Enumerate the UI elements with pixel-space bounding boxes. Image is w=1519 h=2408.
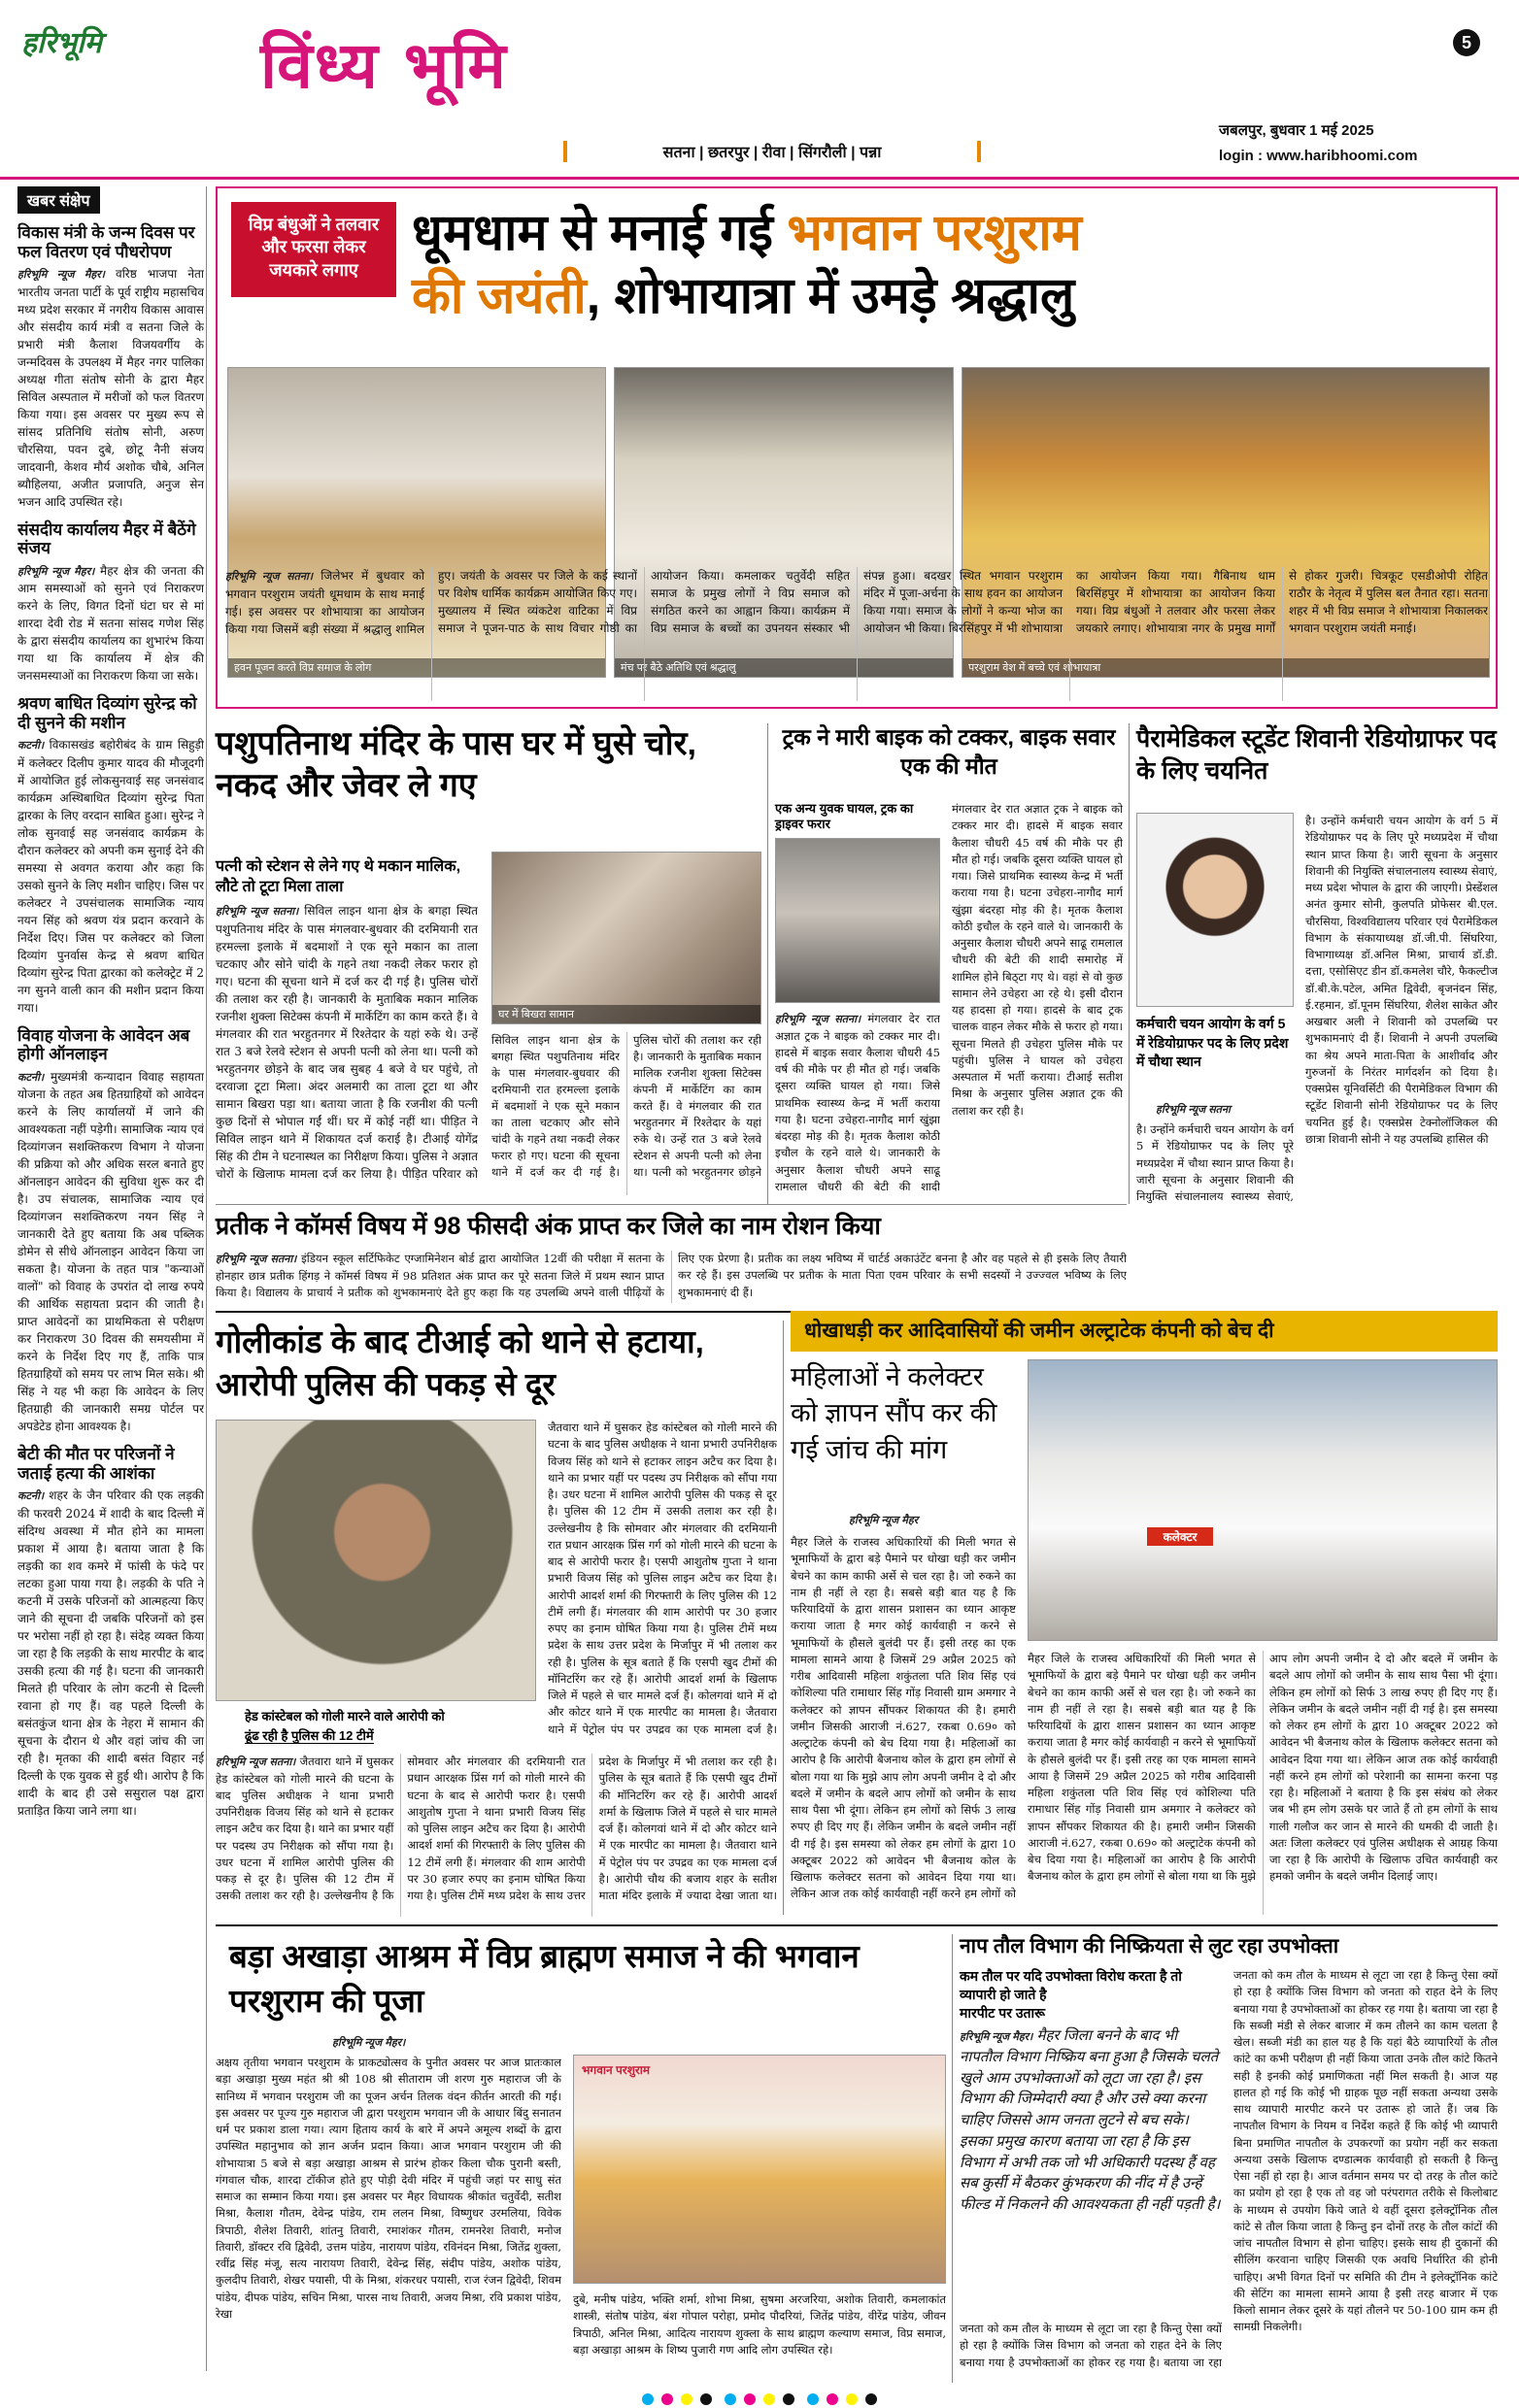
firing-caption: हेड कांस्टेबल को गोली मारने वाले आरोपी को ढूंढ रही है पुलिस की 12 टीमें [245,1709,445,1743]
firing-headline: गोलीकांड के बाद टीआई को थाने से हटाया, आरोपी पुलिस की पकड़ से दूर [216,1323,704,1402]
theft-subhead: पत्नी को स्टेशन से लेने गए थे मकान मालिक, लौटे तो टूटा मिला ताला [216,858,461,895]
brief-body: मुख्यमंत्री कन्यादान विवाह सहायता योजना के तहत अब हितग्राहियों को आवेदन करने के लिए कार्यालयों में जाने की आवश्यकता नहीं पड़ेगी। सामाजिक न्याय एवं दिव्यांगजन सशक्तिकरण विभाग ने योजना की प्रक्रिया को और अधिक सरल बनाते हुए ऑनलाइन आवेदन की सुविधा शुरू कर दी है। उप संचालक, सामाजिक न्याय एवं दिव्यांगजन सशक्तिकरण नयन सिंह ने जानकारी देते हुए बताया कि अब पब्लिक डोमेन से सीधे ऑनलाइन आवेदन किया जा सकता है। योजना के तहत पात्र "कन्याओं वालों" को विवाह के उपरांत दो लाख रुपये की आर्थिक सहायता प्रदान की जाती है। प्राप्त आवेदनों का प्राथमिकता से परीक्षण कर निराकरण 30 दिवस की समयसीमा में करने के निर्देश दिए गए हैं, ताकि पात्र हितग्राहियों को समय पर लाभ मिल सके। श्री सिंह ने यह भी कहा कि आवेदन के लिए हितग्राही की जानकारी समग्र पोर्टल पर अपडेटेड होना आवश्यक है। [17,1069,204,1434]
sidebar-label: खबर संक्षेप [17,186,100,214]
theft-body-cont: सिविल लाइन थाना क्षेत्र के बगहा स्थित पशुपतिनाथ मंदिर के पास मंगलवार-बुधवार की दरमियानी रात हरमल्ला इलाके में बदमाशों ने एक सूने मकान का ताला चटकाए और सोने चांदी के गहने तथा नकदी लेकर फरार हो गए। घटना की सूचना थाने में दर्ज कर दी गई है। पुलिस चोरों की तलाश कर रही है। जानकारी के मुताबिक मकान मालिक रजनीश शुक्ला सिटेक्स कंपनी में मार्केटिंग का काम करते हैं। वे मंगलवार की रात भरहुतनगर में रिश्तेदार के यहां रुके थे। उन्हें रात 3 बजे रेलवे स्टेशन से अपनी पत्नी को लेना था। पत्नी को भरहुतनगर छोड़ने [491,1033,761,1180]
akhada-banner-text: भगवान परशुराम [582,2063,651,2077]
photo-caption: मंच पर बैठे अतिथि एवं श्रद्धालु [615,658,953,677]
brief-headline: श्रवण बाधित दिव्यांग सुरेन्द्र को दी सुनने की मशीन [17,694,197,732]
commerce-body: हरिभूमि न्यूज सतना। इंडियन स्कूल सर्टिफिकेट एग्जामिनेशन बोर्ड द्वारा आयोजित 12वीं की परीक्षा में सतना के होनहार छात्र प्रतीक हिंगड़ ने कॉमर्स विषय में 98 प्रतिशत अंक प्राप्त कर पूरे सतना जिले में प्रथम स्थान प्राप्त किया है। विद्यालय के प्राचार्य ने प्रतीक को शुभकामनाएं देते हुए कहा कि यह उपलब्धि अपने वाली पीढ़ियों के लिए एक प्रेरणा है। प्रतीक का लक्ष्य भविष्य में चार्टर्ड अकाउंटेंट बनना है और वह पहले से ही इसके लिए तैयारी कर रहे हैं। इस उपलब्धि पर प्रतीक के माता पिता एवम परिवार के सभी सदस्यों ने उज्ज्वल भविष्य के लिए शुभकामनाएं दी हैं। [216,1252,1127,1299]
brief-headline: संसदीय कार्यालय मैहर में बैठेंगे संजय [17,519,196,558]
paramedical-headline: पैरामेडिकल स्टूडेंट शिवानी रेडियोग्राफर पद के लिए चयनित [1136,725,1497,785]
brief-item: बेटी की मौत पर परिजनों ने जताई हत्या की आशंका कटनी। शहर के जैन परिवार की एक लड़की की फरवरी 2024 में शादी के बाद दिल्ली में संदिग्ध अवस्था में मौत होने का मामला प्रकाश में आया है। बताया जाता है कि लड़की का शव कमरे में फांसी के फंदे पर लटका हुआ पाया गया है। लड़की के पति ने कटनी में उसके परिजनों को आत्महत्या किए जाने की सूचना दी जबकि परिजनों को इस पर भरोसा नहीं हो रहा है। संदेह व्यक्त किया जा रहा है कि लड़की के साथ मारपीट के बाद उसकी हत्या की गई है। घटना की जानकारी मिलते ही परिवार के लोग कटनी से दिल्ली रवाना हो गए हैं। वह पहले दिल्ली के बसंतकुंज थाना क्षेत्र के नेहरा में सामान की सूचना के दौरान थे और वहां जांच की जा रही है। मृतका की शादी बसंत विहार नई दिल्ली के एक युवक से हुई थी। आरोप है कि शादी के बाद ही उसे ससुराल पक्ष द्वारा प्रताड़ित किया जाने लगा था। [17,1445,204,1818]
land-body-left: मैहर जिले के राजस्व अधिकारियों की मिली भगत से भूमाफियों के द्वारा बड़े पैमाने पर धोखा धड़ी कर जमीन बेचने का काम काफी अर्से से चल रहा है। जो रुकने का नाम ही नहीं ले रहा है। सबसे बड़ी बात यह है कि फरियादियों के द्वारा शासन प्रशासन का ध्यान आकृष्ट कराया जाता है मगर कोई कार्यवाही न करने से भूमाफियों के हौसले बुलंदी पर हैं। इसी तरह का एक मामला सामने आया है जिसमें 29 अप्रैल 2025 को गरीब आदिवासी महिला शकुंतला पति शिव सिंह एवं कोशिल्या पति रामाधार सिंह गोंड़ निवासी ग्राम अमगार ने कलेक्टर को ज्ञापन सौंपकर शिकायत की है। हमारी जमीन जिसकी आराजी नं.627, रकबा 0.69० को अल्ट्राटेक कंपनी को बेच दिया गया है। महिलाओं का आरोप है कि आरोपी बैजनाथ कोल के द्वारा हम लोगों से बोला गया था कि मुझे आप लोग अपनी जमीन दे दो और बदले में जमीन के बदले आप लोगों को जमीन के साथ साथ पैसा भी दूंगा। लेकिन हम लोगों को सिर्फ 3 लाख रुपए ही दिए गए हैं। लेकिन जमीन के बदले जमीन नहीं दी गई है। इस समस्या को लेकर हम लोगों के द्वारा 10 अक्टूबर 2022 को आवेदन भी बैजनाथ कोल के खिलाफ कलेक्टर सतना को आवेदन दिया गया था। लेकिन आज तक कोई कार्यवाही नहीं करने हम लोगों को [791,1535,1016,1901]
photo-caption: परशुराम वेश में बच्चे एवं शोभायात्रा [962,658,1489,677]
brief-item: संसदीय कार्यालय मैहर में बैठेंगे संजय हरिभूमि न्यूज मैहर। मैहर क्षेत्र की जनता की आम समस्याओं को सुनने एवं निराकरण करने के लिए, विगत दिनों घंटा घर से मां शारदा देवी रोड में सतना सांसद गणेश सिंह के द्वारा संसदीय कार्यालय का शुभारंभ किया गया था कि कार्यालय में क्षेत्र की जनसमस्याओं का निराकरण किया जा सके। [17,519,204,684]
page-title: विंध्य भूमि [260,28,508,103]
brief-headline: विकास मंत्री के जन्म दिवस पर फल वितरण एवं पौधरोपण [17,223,195,261]
region-singrauli: सिंगरौली [797,145,847,161]
paramedical-caption: कर्मचारी चयन आयोग के वर्ग 5 में रेडियोग्राफर पद के लिए प्रदेश में चौथा स्थान [1136,1016,1289,1070]
collector-plate: कलेक्टर [1147,1527,1213,1546]
weights-body-left: जनता को कम तौल के माध्यम से लूटा जा रहा है किन्तु ऐसा क्यों हो रहा है क्योंकि जिस विभाग को जनता को राहत देने के लिए बनाया गया है उपभोक्ताओं का होकर रह गया है। बताया जा रहा [960,2322,1222,2369]
region-panna: पन्ना [860,145,882,161]
firing-body-right: जैतवारा थाने में घुसकर हेड कांस्टेबल को गोली मारने की घटना के बाद पुलिस अधीक्षक ने थाना प्रभारी उपनिरीक्षक विजय सिंह को थाने से हटाकर लाइन अटैच कर दिया है। थाने का प्रभार यहीं पर पदस्थ उप निरीक्षक को सौंपा गया है। उधर घटना में शामिल आरोपी पुलिस की पकड़ से दूर है। पुलिस की 12 टीम में उसकी तलाश कर रही है। उल्लेखनीय है कि सोमवार और मंगलवार की दरमियानी रात प्रधान आरक्षक प्रिंस गर्ग को गोली मारने की घटना के बाद से आरोपी फरार है। एसपी आशुतोष गुप्ता ने थाना प्रभारी विजय सिंह को पुलिस लाइन अटैच कर दिया है। आरोपी आदर्श शर्मा की गिरफ्तारी के लिए पुलिस की 12 टीमें लगी हैं। मंगलवार की शाम आरोपी पर 30 हजार रुपए का इनाम घोषित किया गया है। पुलिस टीमें मध्य प्रदेश के साथ उत्तर प्रदेश के मिर्जापुर में भी तलाश कर रही है। पुलिस के सूत्र बताते हैं कि एसपी खुद टीमों की मॉनिटरिंग कर रहे हैं। आरोपी आदर्श शर्मा के खिलाफ जिले में पहले से चार मामले दर्ज हैं। कोलगवां थाने में दो और कोटर थाने में एक मारपीट का मामला है। जैतवारा थाने में पेट्रोल पंप पर उपद्रव का एक मामला दर्ज है। [548,1421,777,1736]
lead-body-text: हरिभूमि न्यूज सतना। जिलेभर में बुधवार को भगवान परशुराम जयंती धूमधाम के साथ मनाई गई। इस अवसर पर शोभायात्रा का आयोजन किया गया जिसमें बड़ी संख्या में श्रद्धालु शामिल हुए। जयंती के अवसर पर जिले के कई स्थानों पर विशेष धार्मिक कार्यक्रम आयोजित किए गए। मुख्यालय में स्थित व्यंकटेश वाटिका में विप्र समाज ने पूजन-पाठ के साथ विचार गोष्ठी का आयोजन किया। कमलाकर चतुर्वेदी सहित समाज के प्रमुख लोगों ने विप्र समाज को संगठित करने का आह्वान किया। कार्यक्रम में विप्र समाज के बच्चों का उपनयन संस्कार भी संपन्न हुआ। बदखर स्थित भगवान परशुराम मंदिर में पूजा-अर्चना के साथ हवन का आयोजन किया गया। समाज के लोगों ने कन्या भोज का आयोजन भी किया। बिरसिंहपुर में भी शोभायात्रा का आयोजन किया गया। गैबिनाथ धाम बिरसिंहपुर में शोभायात्रा का आयोजन किया गया। विप्र बंधुओं ने तलवार और फरसा लेकर जयकारे लगाए। शोभायात्रा नगर के प्रमुख मार्गों से होकर गुजरी। चित्रकूट एसडीओपी रोहित राठौर के नेतृत्व में पुलिस बल तैनात रहा। सतना शहर में भी विप्र समाज ने शोभायात्रा निकालकर भगवान परशुराम जयंती मनाई। [225,569,1488,636]
theft-body: हरिभूमि न्यूज सतना। सिविल लाइन थाना क्षेत्र के बगहा स्थित पशुपतिनाथ मंदिर के पास मंगलवार-बुधवार की दरमियानी रात हरमल्ला इलाके में बदमाशों ने एक सूने मकान का ताला चटकाए और सोने चांदी के गहने तथा नकदी लेकर फरार हो गए। घटना की सूचना थाने में दर्ज कर दी गई है। पुलिस चोरों की तलाश कर रही है। जानकारी के मुताबिक मकान मालिक रजनीश शुक्ला सिटेक्स कंपनी में मार्केटिंग का काम करते हैं। वे मंगलवार की रात भरहुतनगर में रिश्तेदार के यहां रुके थे। उन्हें रात 3 बजे रेलवे स्टेशन से अपनी पत्नी को लेना था। पत्नी को भरहुतनगर छोड़ने के बाद जब सुबह 4 बजे वे घर पहुंचे, तो दरवाजा टूटा मिला। अंदर अलमारी का ताला टूटा था और सामान बिखरा पड़ा था। बताया जाता है कि रजनीश की पत्नी कुछ दिनों से भोपाल गईं थीं। घर में कोई नहीं था। पीड़ित ने सिविल लाइन थाने में शिकायत दर्ज कराई है। टीआई योगेंद्र सिंह की टीम ने घटनास्थल का निरीक्षण किया। पुलिस ने अज्ञात चोरों के खिलाफ मामला दर्ज कर लिया है। पीड़ित परिवार को [216,904,478,1181]
firing-body-bottom: हरिभूमि न्यूज सतना। जैतवारा थाने में घुसकर हेड कांस्टेबल को गोली मारने की घटना के बाद पुलिस अधीक्षक ने थाना प्रभारी उपनिरीक्षक विजय सिंह को थाने से हटाकर लाइन अटैच कर दिया है। थाने का प्रभार यहीं पर पदस्थ उप निरीक्षक को सौंपा गया है। उधर घटना में शामिल आरोपी पुलिस की पकड़ से दूर है। पुलिस की 12 टीम में उसकी तलाश कर रही है। उल्लेखनीय है कि सोमवार और मंगलवार की दरमियानी रात प्रधान आरक्षक प्रिंस गर्ग को गोली मारने की घटना के बाद से आरोपी फरार है। एसपी आशुतोष गुप्ता ने थाना प्रभारी विजय सिंह को पुलिस लाइन अटैच कर दिया है। आरोपी आदर्श शर्मा की गिरफ्तारी के लिए पुलिस की 12 टीमें लगी हैं। मंगलवार की शाम आरोपी पर 30 हजार रुपए का इनाम घोषित किया गया है। पुलिस टीमें मध्य प्रदेश के साथ उत्तर प्रदेश के मिर्जापुर में भी तलाश कर रही है। पुलिस के सूत्र बताते हैं कि एसपी खुद टीमों की मॉनिटरिंग कर रहे हैं। आरोपी आदर्श शर्मा के खिलाफ जिले में पहले से चार मामले दर्ज हैं। कोलगवां थाने में दो और कोटर थाने में एक मारपीट का मामला है। जैतवारा थाने में पेट्रोल पंप पर उपद्रव का एक मामला दर्ज है। आरोपी चौथ की बजाय शहर के सतीश माता मंदिर इलाके में ज्यादा देखा जाता था। [216,1755,777,1903]
commerce-headline: प्रतीक ने कॉमर्स विषय में 98 फीसदी अंक प्राप्त कर जिले का नाम रोशन किया [216,1213,881,1240]
brief-item: विवाह योजना के आवेदन अब होगी ऑनलाइन कटनी। मुख्यमंत्री कन्यादान विवाह सहायता योजना के तहत अब हितग्राहियों को आवेदन करने के लिए कार्यालयों में जाने की आवश्यकता नहीं पड़ेगी। सामाजिक न्याय एवं दिव्यांगजन सशक्तिकरण विभाग ने योजना की प्रक्रिया को और अधिक सरल बनाते हुए ऑनलाइन आवेदन की सुविधा शुरू कर दी है। उप संचालक, सामाजिक न्याय एवं दिव्यांगजन सशक्तिकरण नयन सिंह ने जानकारी देते हुए बताया कि अब पब्लिक डोमेन से सीधे ऑनलाइन आवेदन किया जा सकता है। योजना के तहत पात्र "कन्याओं वालों" को विवाह के उपरांत दो लाख रुपये की आर्थिक सहायता प्रदान की जाती है। प्राप्त आवेदनों का प्राथमिकता से परीक्षण कर निराकरण 30 दिवस की समयसीमा में करने के निर्देश दिए गए हैं, ताकि पात्र हितग्राहियों को समय पर लाभ मिल सके। श्री सिंह ने यह भी कहा कि आवेदन के लिए हितग्राही की जानकारी समग्र पोर्टल पर अपडेटेड होना आवश्यक है। [17,1025,204,1434]
photo-caption: हवन पूजन करते विप्र समाज के लोग [228,658,605,677]
weights-body-right: जनता को कम तौल के माध्यम से लूटा जा रहा है किन्तु ऐसा क्यों हो रहा है क्योंकि जिस विभाग को जनता को राहत देने के लिए बनाया गया है उपभोक्ताओं का होकर रह गया है। बताया जा रहा है कि सब्जी मंडी से लेकर बाजार में कम तौलने का काम चलता है खेल। सब्जी मंडी का हाल यह है कि यहां बैठे व्यापारियों के तौल कांटे का कभी परीक्षण ही नहीं किया जाता उनके तौल कांटे कितने सही है इनकी कोई प्रमाणिकता नहीं मिल सकती है। आज यह हालत हो गई कि कोई भी ग्राहक पूछ नहीं सकता अन्यथा उसके साथ व्यापारी मारपीट करने पर उतारू हो जाते हैं। जब कि नापतौल विभाग के नियम व निर्देश कहते हैं कि कोई भी व्यापारी बिना प्रमाणित नापतौल के उपकरणों का प्रयोग नहीं कर सकता अन्यथा उसके खिलाफ दण्डात्मक कार्यवाही हो सकती है किन्तु ऐसा नहीं हो रहा है। आज वर्तमान समय पर दो तरह के तौल कांटे का प्रयोग हो रहा है एक तो वह जो परंपरागत तरीके से किलोबाट के माध्यम से उपयोग किये जाते थे वहीं दूसरा इलेक्ट्रॉनिक तौल कांटे से तौल किया जाता है किन्तु इन दोनों तरह के तौल कांटों की जांच नापतौल विभाग से होना चाहिए। इसके साथ ही दुकानों की सीलिंग करवाना चाहिए जिसकी एक अवधि निर्धारित की होनी चाहिए। अभी विगत दिनों पर समिति की टीम ने इलेक्ट्रॉनिक कांटे की सेटिंग का मामला सामने आया है इसी तरह बाजार में एक किलो सामान लेकर दूसरे के यहां तौलने पर 50-100 ग्राम कम ही सामग्री निकलेगी। [1233,1968,1498,2334]
truck-subhead: एक अन्य युवक घायल, ट्रक का ड्राइवर फरार [775,801,914,831]
akhada-story [216,1934,946,2391]
registration-marks [0,2391,1519,2408]
theft-photo [491,852,761,1024]
paramedical-body-right: है। उन्होंने कर्मचारी चयन आयोग के वर्ग 5 में रेडियोग्राफर पद के लिए पूरे मध्यप्रदेश में चौथा स्थान प्राप्त किया है। जारी सूचना के अनुसार शिवानी की नियुक्ति संचालनालय स्वास्थ्य सेवाएं, मध्य प्रदेश भोपाल के द्वारा की जाएगी। प्रेस्डेंशल अनंत कुमार सोनी, कुलपति प्रोफेसर बी.एल. चौरसिया, विश्वविद्यालय परिवार एवं पैरामेडिकल विभाग के संकायाध्यक्ष डॉ.जी.पी. सिंघरिया, विभागाध्यक्ष डॉ.अनिल मिश्रा, प्राचार्य डॉ.डी. दत्ता, एसोसिएट डीन डॉ.कमलेश चौरे, फैकल्टीज डॉ.बी.के.पटेल, अमित द्विवेदी, बृजनंदन सिंह, ई.रहमान, डॉ.पूनम सिंघरिया, शैलेश साकेत और अखबार अली ने शिवानी को उपलब्धि पर शुभकामनाएं दी हैं। शिवानी ने अपनी उपलब्धि का श्रेय अपने माता-पिता के आशीर्वाद और गुरुजनों के निरंतर मार्गदर्शन को दिया है। एक्सप्रेस यूनिवर्सिटी की पैरामेडिकल विभाग की स्टूडेंट शिवानी सोनी रेडियोग्राफर पद के लिए चयनित हुई है। एक्सप्रेस टेक्नोलॉजिकल की छात्रा शिवानी सोनी ने यह उपलब्धि हासिल की [1305,814,1498,1146]
photo-caption: घर में बिखरा सामान [492,1005,760,1023]
truck-body-right: मंगलवार देर रात अज्ञात ट्रक ने बाइक को टक्कर मार दी। हादसे में बाइक सवार कैलाश चौधरी 45 वर्ष की मौके पर ही मौत हो गई। जबकि दूसरा व्यक्ति घायल हो गया। जिसे प्राथमिक स्वास्थ्य केन्द्र में भर्ती कराया गया है। घटना उचेहरा-नागौद मार्ग खुंझा बंदरहा मोड़ की है। मृतक कैलाश कोठी इचौल के रहने वाले थे। जानकारी के अनुसार कैलाश चौधरी अपने साढू रामलाल चौधरी की बेटी की शादी समारोह में शामिल होने बिठ्टा गए थे। वहां से वो कुछ सामान लेने उचेहरा आ रहे थे। इसी दौरान यह हादसा हो गया। हादसे के बाद ट्रक चालक वाहन लेकर मौके से फरार हो गया। सूचना मिलते ही उचेहरा पुलिस मौके पर पहुंची। पुलिस ने घायल को उचेहरा अस्पताल में भर्ती कराया। टीआई सतीश मिश्रा के अनुसार पुलिस अज्ञात ट्रक की तलाश कर रही है। [952,802,1123,1118]
brief-item: श्रवण बाधित दिव्यांग सुरेन्द्र को दी सुनने की मशीन कटनी। विकासखंड बहोरीबंद के ग्राम सिहुड़ी में कलेक्टर दिलीप कुमार यादव की मौजूदगी में आयोजित हुई लोकसुनवाई सह जनसंवाद कार्यक्रम अस्थिबाधित दिव्यांग सुरेन्द्र पिता द्वारका के लिए वरदान साबित हुआ। सुरेन्द्र ने लोक सुनवाई सह जनसंवाद कार्यक्रम के दौरान कलेक्टर को अपनी कम सुनाई देने की समस्या से अवगत कराया और कहा कि उसको सुनने के लिए मशीन चाहिए। जिस पर कलेक्टर ने उपसंचालक सामाजिक न्याय नयन सिंह को श्रवण यंत्र प्रदान करवाने के निर्देश दिए। जिस पर कलेक्टर को जिला दिव्यांग पुनर्वास केन्द्र से श्रवण बाधित दिव्यांग सुरेन्द्र पिता द्वारका को कलेक्ट्रेट में 2 नग सुनने वाली कान की मशीन प्रदान किया गया। [17,694,204,1015]
region-rewa: रीवा [761,145,786,161]
brief-body: मैहर क्षेत्र की जनता की आम समस्याओं को सुनने एवं निराकरण करने के लिए, विगत दिनों घंटा घर से मां शारदा देवी रोड में सतना सांसद गणेश सिंह के द्वारा संसदीय कार्यालय का शुभारंभ किया गया था कि कार्यालय में क्षेत्र की जनसमस्याओं का निराकरण किया जा सके। [17,563,204,684]
login-link[interactable]: login : www.haribhoomi.com [1219,148,1418,164]
brief-headline: बेटी की मौत पर परिजनों ने जताई हत्या की आशंका [17,1445,175,1483]
firing-story [216,1321,777,1923]
dateline: जबलपुर, बुधवार 1 मई 2025 [1219,122,1374,139]
land-banner: धोखाधड़ी कर आदिवासियों की जमीन अल्ट्राटेक कंपनी को बेच दी [791,1311,1498,1352]
truck-photo [775,838,940,1003]
land-body-bottom: मैहर जिले के राजस्व अधिकारियों की मिली भगत से भूमाफियों के द्वारा बड़े पैमाने पर धोखा धड़ी कर जमीन बेचने का काम काफी अर्से से चल रहा है। जो रुकने का नाम ही नहीं ले रहा है। सबसे बड़ी बात यह है कि फरियादियों के द्वारा शासन प्रशासन का ध्यान आकृष्ट कराया जाता है मगर कोई कार्यवाही न करने से भूमाफियों के हौसले बुलंदी पर हैं। इसी तरह का एक मामला सामने आया है जिसमें 29 अप्रैल 2025 को गरीब आदिवासी महिला शकुंतला पति शिव सिंह एवं कोशिल्या पति रामाधार सिंह गोंड़ निवासी ग्राम अमगार ने कलेक्टर को ज्ञापन सौंपकर शिकायत की है। हमारी जमीन जिसकी आराजी नं.627, रकबा 0.69० को अल्ट्राटेक कंपनी को बेच दिया गया है। महिलाओं का आरोप है कि आरोपी बैजनाथ कोल के द्वारा हम लोगों से बोला गया था कि मुझे आप लोग अपनी जमीन दे दो और बदले में जमीन के बदले आप लोगों को जमीन के साथ साथ पैसा भी दूंगा। लेकिन हम लोगों को सिर्फ 3 लाख रुपए ही दिए गए हैं। लेकिन जमीन के बदले जमीन नहीं दी गई है। इस समस्या को लेकर हम लोगों के द्वारा 10 अक्टूबर 2022 को आवेदन भी बैजनाथ कोल के खिलाफ कलेक्टर सतना को आवेदन दिया गया था। लेकिन आज तक कोई कार्यवाही नहीं करने हम लोगों को परेशानी का सामना करना पड़ रहा है। महिलाओं ने बताया है कि इस संबंध को लेकर जब भी हम लोग उसके घर जाते हैं तो हम लोगों के साथ गाली गलौज कर जान से मारने की धमकी दी जाती है। अतः जिला कलेक्टर एवं पुलिस अधीक्षक से आग्रह किया जा रहा है कि आरोपी के खिलाफ उचित कार्यवाही कर हमको जमीन के बदले जमीन दिलाई जाए। [1028,1652,1498,1884]
brief-body: विकासखंड बहोरीबंद के ग्राम सिहुड़ी में कलेक्टर दिलीप कुमार यादव की मौजूदगी में आयोजित हुई लोकसुनवाई सह जनसंवाद कार्यक्रम अस्थिबाधित दिव्यांग सुरेन्द्र पिता द्वारका के लिए वरदान साबित हुआ। सुरेन्द्र ने लोक सुनवाई सह जनसंवाद कार्यक्रम के दौरान कलेक्टर को अपनी कम सुनाई देने की समस्या से अवगत कराया और कहा कि उसको सुनने के लिए मशीन चाहिए। जिस पर कलेक्टर ने उपसंचालक सामाजिक न्याय नयन सिंह को श्रवण यंत्र प्रदान करवाने के निर्देश दिए। जिस पर कलेक्टर को जिला दिव्यांग पुनर्वास केन्द्र से श्रवण बाधित दिव्यांग सुरेन्द्र पिता द्वारका को कलेक्ट्रेट में 2 नग सुनने वाली कान की मशीन प्रदान किया गया। [17,738,204,1015]
brief-body: शहर के जैन परिवार की एक लड़की की फरवरी 2024 में शादी के बाद दिल्ली में संदिग्ध अवस्था में मौत होने का मामला प्रकाश में आया है। बताया जाता है कि लड़की का शव कमरे में फांसी के फंदे पर लटका हुआ पाया गया है। लड़की के पति ने कटनी में उसके परिजनों को आत्महत्या किए जाने की सूचना दी जबकि परिजनों को इस पर भरोसा नहीं हो रहा है। संदेह व्यक्त किया जा रहा है कि लड़की के साथ मारपीट के बाद उसकी हत्या की गई है। घटना की जानकारी मिलते ही परिवार के लोग कटनी से दिल्ली रवाना हो गए हैं। वह पहले दिल्ली के बसंतकुंज थाना क्षेत्र के नेहरा में सामान की सूचना के दौरान थे और वहां जांच की जा रही है। मृतका की शादी बसंत विहार नई दिल्ली के एक युवक से हुई थी। आरोप है कि शादी के बाद ही उसे ससुराल पक्ष द्वारा प्रताड़ित किया जाने लगा था। [17,1488,204,1818]
lead-headline: धूमधाम से मनाई गई भगवान परशुराम की जयंती, शोभायात्रा में उमड़े श्रद्धालु [412,205,1082,324]
akhada-body: अक्षय तृतीया भगवान परशुराम के प्राकट्योत्सव के पुनीत अवसर पर आज प्रातःकाल बड़ा अखाड़ा मुख्य महंत श्री श्री 108 श्री सीताराम जी शरण गुरु महाराज जी के सानिध्य में भगवान परशुराम जी का पूजन अर्चन तिलक वंदन कीर्तन आरती की गई। इस अवसर पर पूज्य गुरु महाराज जी द्वारा परशुराम भगवान जी के आधार बिंदु सनातन धर्म पर प्रकाश डाला गया। त्याग हिताय कार्य के बारे में अपने अमूल्य शब्दों के द्वारा उपस्थित महानुभाव को ज्ञान अर्जन प्रदान किया। आज भगवान परशुराम जी की शोभायात्रा 5 बजे से बड़ा अखाड़ा आश्रम से प्रारंभ होकर किला चौक पुरानी बस्ती, गंगवाल चौक, शारदा टॉकीज होते हुए पोड़ी देवी मंदिर में पहुंची जहां पर साधु संत समाज का सम्मान किया गया। इस अवसर पर मैहर विधायक श्रीकांत चतुर्वेदी, सतीश मिश्रा, कैलाश गौतम, देवेन्द्र पांडेय, राम ललन मिश्रा, विष्णुधर उरमलिया, विवेक त्रिपाठी, शैलेश तिवारी, शांतनु तिवारी, रमाशंकर गौतम, रामनरेश तिवारी, मनोज तिवारी, डॉक्टर रवि द्विवेदी, उत्तम पांडेय, नारायण पांडेय, रविनंदन मिश्रा, जितेंद्र शुक्ला, रवींद्र सिंह मंजू, सत्य नारायण तिवारी, देवेन्द्र सिंह, संदीप पांडेय, अशोक पांडेय, कुलदीप तिवारी, शेखर पयासी, पी के मिश्रा, शंकरधर पयासी, राज रंजन द्विवेदी, शिवम पांडेय, दीपक पांडेय, सचिन मिश्रा, पारस नाथ तिवारी, अजय मिश्रा, रवि प्रकाश पांडेय, रेखा [216,2056,561,2321]
truck-story [775,723,1123,1199]
region-satna: सतना [662,145,695,161]
news-briefs-sidebar [17,186,204,2361]
land-story [791,1359,1498,1921]
shivani-portrait [1136,813,1294,1007]
akhada-byline: हरिभूमि न्यूज मैहर। [332,2037,406,2049]
land-headline: महिलाओं ने कलेक्टर को ज्ञापन सौंप कर की गई जांच की मांग [791,1362,997,1464]
page-number: 5 [1453,29,1480,56]
region-bar: सतना | छतरपुर | रीवा | सिंगरौली | पन्ना [563,141,981,162]
accused-photo [216,1420,536,1701]
theft-headline: पशुपतिनाथ मंदिर के पास घर में घुसे चोर, नकद और जेवर ले गए [216,725,696,804]
region-chhatarpur: छतरपुर [707,145,750,161]
commerce-story [216,1212,1127,1305]
brief-headline: विवाह योजना के आवेदन अब होगी ऑनलाइन [17,1025,190,1064]
lead-kicker: विप्र बंधुओं ने तलवार और फरसा लेकर जयकारे लगाए [231,202,396,297]
land-photo [1028,1359,1498,1641]
weights-intro: हरिभूमि न्यूज मैहर। मैहर जिला बनने के बाद भी नापतौल विभाग निष्क्रिय बना हुआ है जिसके चलते खुले आम उपभोक्ताओं को लूटा जा रहा है। इस विभाग की जिम्मेदारी क्या है और उसे क्या करना चाहिए जिससे आम जनता लुटने से बच सके। इसका प्रमुख कारण बताया जा रहा है कि इस विभाग में अभी तक जो भी अधिकारी पदस्थ हैं वह सब कुर्सी में बैठकर कुंभकरण की नींद में है उन्हें फील्ड में निकलने की आवश्यकता ही नहीं पड़ती है। [960,2027,1221,2213]
land-byline: हरिभूमि न्यूज मैहर [849,1515,919,1526]
truck-body-left: हरिभूमि न्यूज सतना। मंगलवार देर रात अज्ञात ट्रक ने बाइक को टक्कर मार दी। हादसे में बाइक सवार कैलाश चौधरी 45 वर्ष की मौके पर ही मौत हो गई। जबकि दूसरा व्यक्ति घायल हो गया। जिसे प्राथमिक स्वास्थ्य केन्द्र में भर्ती कराया गया है। घटना उचेहरा-नागौद मार्ग खुंझा बंदरहा मोड़ की है। मृतक कैलाश कोठी इचौल के रहने वाले थे। जानकारी के अनुसार कैलाश चौधरी अपने साढू रामलाल चौधरी की बेटी की शादी [775,1012,940,1193]
akhada-photo [573,2055,946,2284]
masthead [0,0,1519,180]
weights-subhead: कम तौल पर यदि उपभोक्ता विरोध करता है तो व्यापारी हो जाते है मारपीट पर उतारू [960,1968,1182,2021]
akhada-headline: बड़ा अखाड़ा आश्रम में विप्र ब्राह्मण समाज ने की भगवान परशुराम की पूजा [229,1938,860,2019]
brief-body: वरिष्ठ भाजपा नेता भारतीय जनता पार्टी के पूर्व राष्ट्रीय महासचिव मध्य प्रदेश सरकार में नगरीय विकास आवास और संसदीय कार्य मंत्री व सतना जिले के प्रभारी मंत्री कैलाश विजयवर्गीय के जन्मदिवस के उपलक्ष्य में मैहर नगर पालिका अध्यक्ष गीता संतोष सोनी के द्वारा मैहर सिविल अस्पताल में मरीजों को फल वितरण किया गया। इस अवसर पर मुख्य रूप से सांसद प्रतिनिधि संतोष सोनी, अरुण चौरसिया, पवन दुबे, छोटू नैनी संजय जादवानी, केशव मौर्य अशोक चौबे, अनिल ब्यौहिलया, अजीत प्रजापति, अनुज सेन भजन आदि उपस्थित रहे। [17,267,204,509]
weights-story [960,1934,1498,2391]
akhada-photo-caption: दुबे, मनीष पांडेय, भक्ति शर्मा, शोभा मिश्रा, सुषमा अरजरिया, अशोक तिवारी, कमलाकांत शास्त्री, संतोष पांडेय, बंश गोपाल परोहा, प्रमोद पौदरियां, जितेंद्र पांडेय, वीरेंद्र पांडेय, जीवन त्रिपाठी, अनिल मिश्रा, आदित्य नारायण शुक्ला के साथ ब्राह्मण कल्याण समाज, विप्र समाज, बड़ा अखाड़ा आश्रम के शिष्य पुजारी गण आदि लोग उपस्थित रहे। [573,2292,946,2357]
paramedical-body-left: है। उन्होंने कर्मचारी चयन आयोग के वर्ग 5 में रेडियोग्राफर पद के लिए पूरे मध्यप्रदेश में चौथा स्थान प्राप्त किया है। जारी सूचना के अनुसार शिवानी की नियुक्ति संचालनालय स्वास्थ्य सेवाएं, [1136,1122,1294,1203]
theft-story [216,723,761,1199]
brief-item: विकास मंत्री के जन्म दिवस पर फल वितरण एवं पौधरोपण हरिभूमि न्यूज मैहर। वरिष्ठ भाजपा नेता भारतीय जनता पार्टी के पूर्व राष्ट्रीय महासचिव मध्य प्रदेश सरकार में नगरीय विकास आवास और संसदीय कार्य मंत्री व सतना जिले के प्रभारी मंत्री कैलाश विजयवर्गीय के जन्मदिवस के उपलक्ष्य में मैहर नगर पालिका अध्यक्ष गीता संतोष सोनी के द्वारा मैहर सिविल अस्पताल में मरीजों को फल वितरण किया गया। इस अवसर पर मुख्य रूप से सांसद प्रतिनिधि संतोष सोनी, अरुण चौरसिया, पवन दुबे, छोटू नैनी संजय जादवानी, केशव मौर्य अशोक चौबे, अनिल ब्यौहिलया, अजीत प्रजापति, अनुज सेन भजन आदि उपस्थित रहे। [17,223,204,509]
truck-headline: ट्रक ने मारी बाइक को टक्कर, बाइक सवार एक की मौत [782,724,1116,779]
brand-logo: हरिभूमि [21,27,102,59]
paramedical-byline: हरिभूमि न्यूज सतना [1156,1104,1231,1116]
weights-headline: नाप तौल विभाग की निष्क्रियता से लुट रहा उपभोक्ता [960,1935,1339,1957]
